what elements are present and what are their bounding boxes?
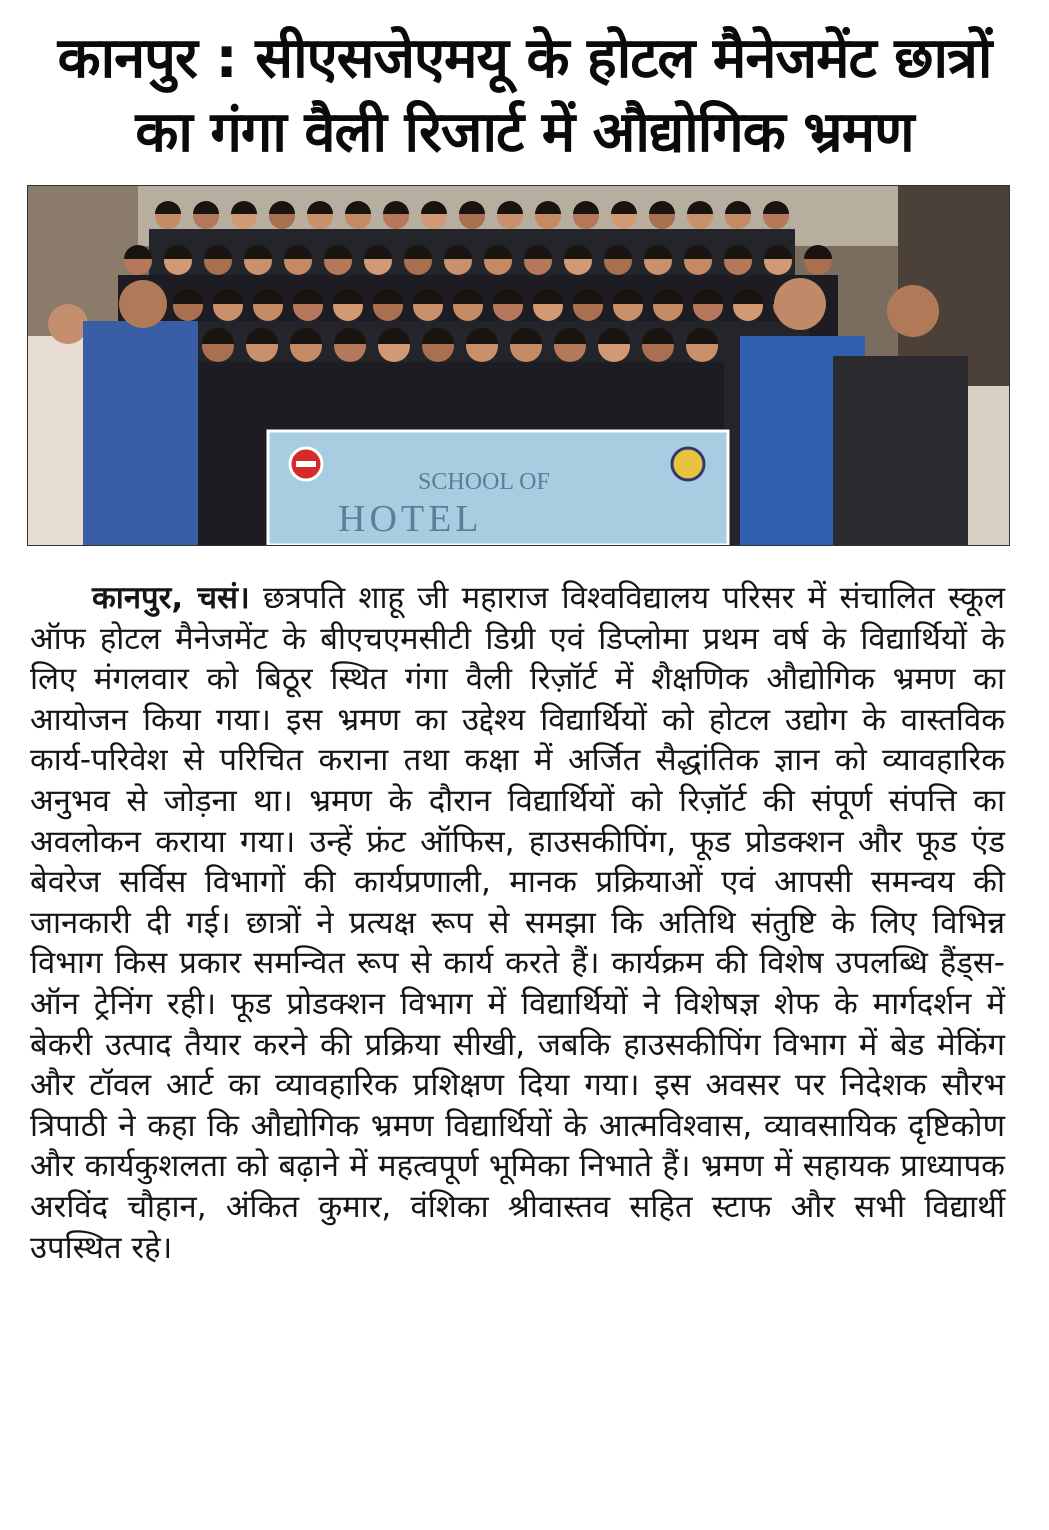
group-photo-illustration: [28, 186, 1009, 545]
headline-line-2: का गंगा वैली रिजार्ट में औद्योगिक भ्रमण: [135, 100, 914, 165]
headline-line-1: कानपुर : सीएसजेएमयू के होटल मैनेजमेंट छात्रों: [57, 26, 992, 91]
article-text: छत्रपति शाहू जी महाराज विश्वविद्यालय परिसर में संचालित स्कूल ऑफ होटल मैनेजमेंट के बीएचएमसीटी डिग्री एवं डिप्लोमा प्रथम वर्ष के विद्यार्थियों के लिए मंगलवार को बिठूर स्थित गंगा वैली रिज़ॉर्ट में शैक्षणिक औद्योगिक भ्रमण का आयोजन किया गया। इस भ्रमण का उद्देश्य विद्यार्थियों को होटल उद्योग के वास्तविक कार्य-परिवेश से परिचित कराना तथा कक्षा में अर्जित सैद्धांतिक ज्ञान को व्यावहारिक अनुभव से जोड़ना था। भ्रमण के दौरान विद्यार्थियों को रिज़ॉर्ट की संपूर्ण संपत्ति का अवलोकन कराया गया। उन्हें फ्रंट ऑफिस, हाउसकीपिंग, फूड प्रोडक्शन और फूड एंड बेवरेज सर्विस विभागों की कार्यप्रणाली, मानक प्रक्रियाओं एवं आपसी समन्वय की जानकारी दी गई। छात्रों ने प्रत्यक्ष रूप से समझा कि अतिथि संतुष्टि के लिए विभिन्न विभाग किस प्रकार समन्वित रूप से कार्य करते हैं। कार्यक्रम की विशेष उपलब्धि हैंड्स-ऑन ट्रेनिंग रही। फूड प्रोडक्शन विभाग में विद्यार्थियों ने विशेषज्ञ शेफ के मार्गदर्शन में बेकरी उत्पाद तैयार करने की प्रक्रिया सीखी, जबकि हाउसकीपिंग विभाग में बेड मेकिंग और टॉवल आर्ट का व्यावहारिक प्रशिक्षण दिया गया। इस अवसर पर निदेशक सौरभ त्रिपाठी ने कहा कि औद्योगिक भ्रमण विद्यार्थियों के आत्मविश्वास, व्यावसायिक दृष्टिकोण और कार्यकुशलता को बढ़ाने में महत्वपूर्ण भूमिका निभाते हैं। भ्रमण में सहायक प्राध्यापक अरविंद चौहान, अंकित कुमार, वंशिका श्रीवास्तव सहित स्टाफ और सभी विद्यार्थी उपस्थित रहे।: [30, 580, 1005, 1266]
student-figure: [196, 362, 240, 545]
banner-text-line-2: HOTEL: [338, 498, 483, 540]
banner-text-line-1: SCHOOL OF: [418, 469, 550, 495]
dateline: कानपुर, चसं।: [92, 580, 250, 616]
group-photo: [27, 185, 1010, 546]
school-banner: [268, 431, 728, 545]
article-body: [30, 578, 1005, 1268]
headline: [20, 22, 1029, 170]
